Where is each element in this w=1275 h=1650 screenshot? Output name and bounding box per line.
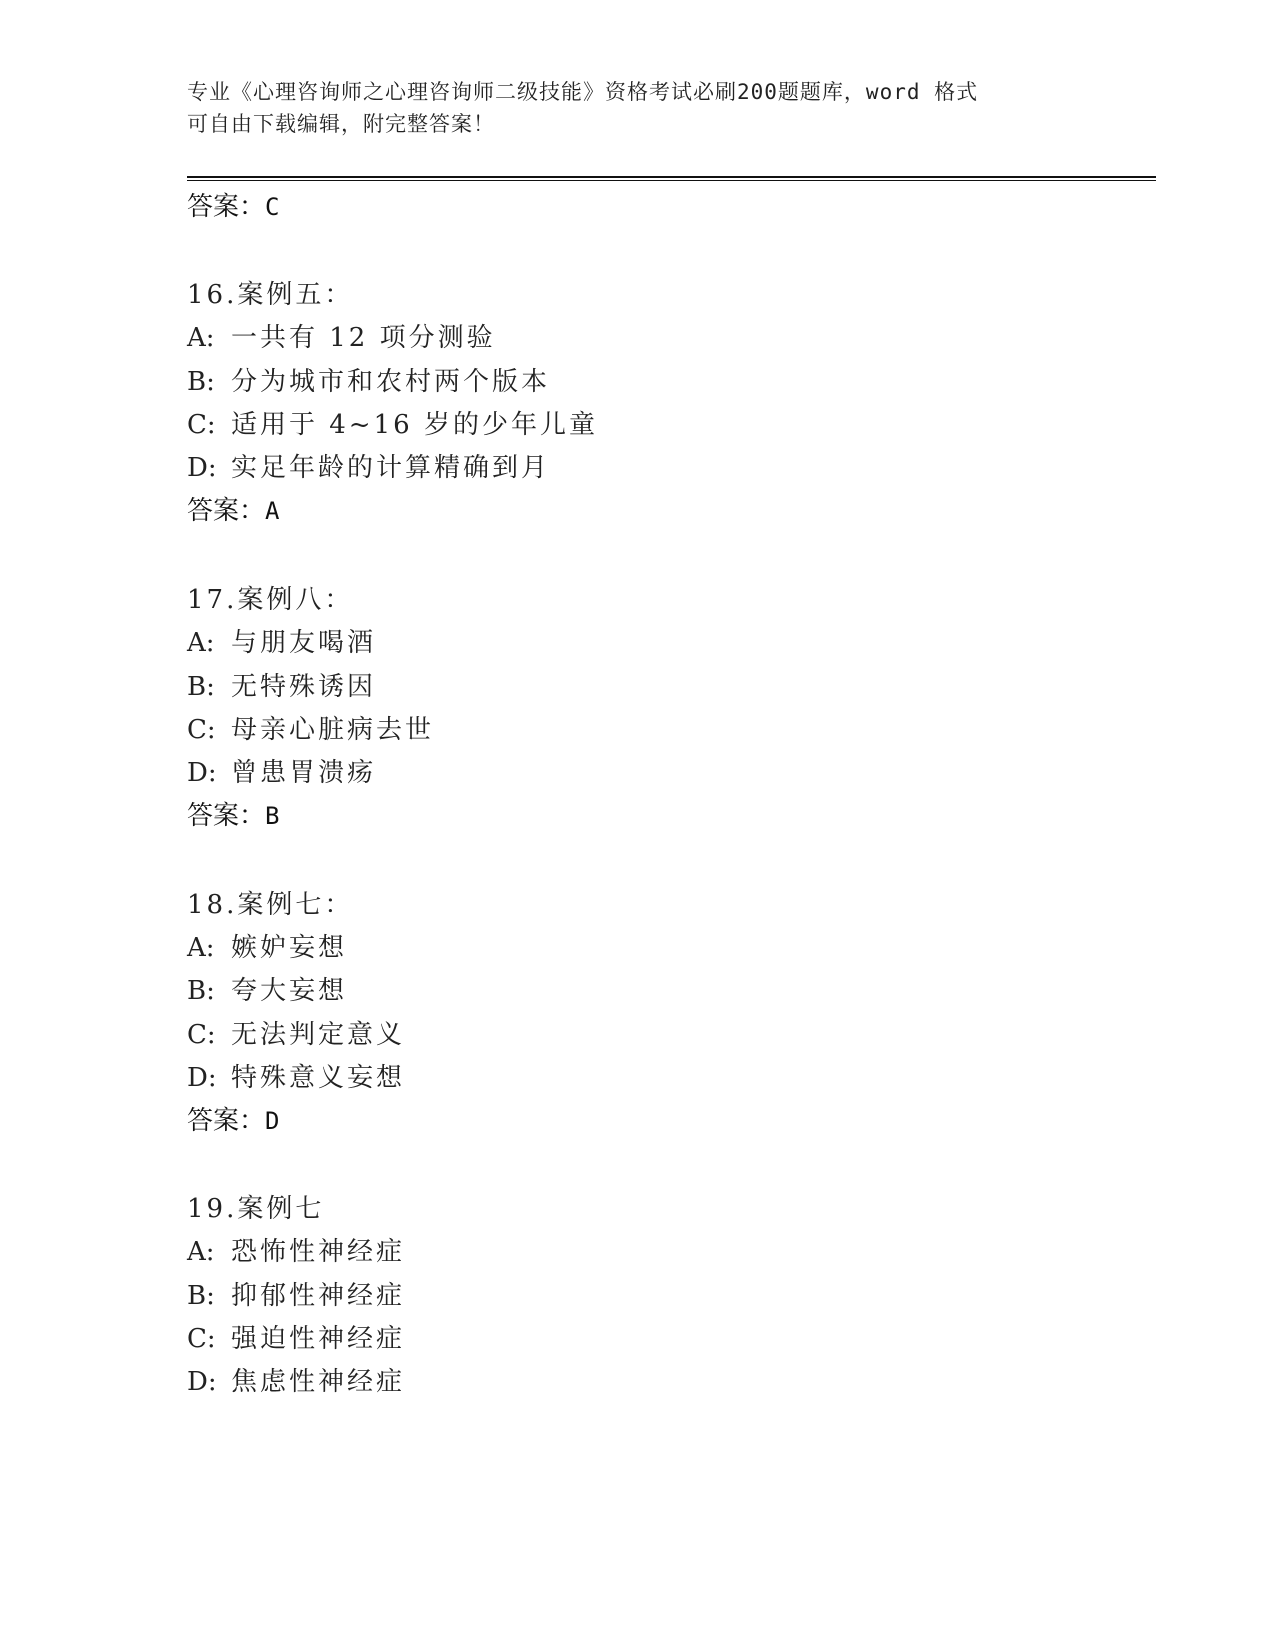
option-a (187, 622, 376, 659)
answer-line (187, 490, 279, 527)
option-a (187, 927, 347, 964)
option-text: 适用于 4~16 岁的少年儿童 (231, 410, 598, 440)
option-key: C: (187, 1324, 216, 1354)
option-key: B: (187, 367, 215, 397)
option-b (187, 1275, 405, 1312)
option-text: 抑郁性神经症 (231, 1281, 406, 1311)
option-b (187, 970, 347, 1007)
option-key: B: (187, 1281, 215, 1311)
question-title: 18.案例七： (187, 890, 354, 920)
option-key: A: (187, 933, 215, 963)
option-key: C: (187, 715, 216, 745)
answer-line (187, 1100, 279, 1137)
option-text: 焦虑性神经症 (231, 1367, 406, 1397)
option-text: 恐怖性神经症 (231, 1237, 406, 1267)
option-text: 分为城市和农村两个版本 (231, 367, 551, 397)
answer-line (187, 186, 279, 223)
option-c (187, 709, 434, 746)
option-d (187, 752, 376, 789)
answer-label: 答案： (187, 192, 266, 222)
answer-value: C (265, 193, 280, 221)
option-text: 强迫性神经症 (231, 1324, 406, 1354)
header-line-1: 专业《心理咨询师之心理咨询师二级技能》资格考试必刷200题题库，word 格式 (187, 80, 979, 104)
header-divider (187, 176, 1156, 181)
option-text: 特殊意义妄想 (231, 1063, 406, 1093)
option-c (187, 1318, 405, 1355)
option-b (187, 666, 376, 703)
option-text: 无特殊诱因 (231, 672, 377, 702)
option-key: D: (187, 758, 217, 788)
option-key: D: (187, 1063, 217, 1093)
option-text: 一共有 12 项分测验 (231, 323, 496, 353)
answer-label: 答案： (187, 801, 266, 831)
option-b (187, 361, 550, 398)
option-key: C: (187, 410, 216, 440)
option-key: C: (187, 1020, 216, 1050)
answer-line (187, 795, 279, 832)
question-title: 19.案例七 (187, 1194, 325, 1224)
option-text: 母亲心脏病去世 (231, 715, 435, 745)
option-key: D: (187, 1367, 217, 1397)
option-c (187, 1014, 405, 1051)
answer-value: B (265, 802, 280, 830)
option-text: 夸大妄想 (231, 976, 348, 1006)
option-text: 嫉妒妄想 (231, 933, 348, 963)
option-key: A: (187, 628, 215, 658)
option-key: B: (187, 672, 215, 702)
option-text: 实足年龄的计算精确到月 (231, 453, 551, 483)
option-key: B: (187, 976, 215, 1006)
option-d (187, 1057, 405, 1094)
option-d (187, 1361, 405, 1398)
answer-label: 答案： (187, 1106, 266, 1136)
header-line-2: 可自由下载编辑，附完整答案！ (187, 112, 495, 136)
option-key: A: (187, 323, 215, 353)
option-a (187, 317, 496, 354)
option-key: D: (187, 453, 217, 483)
option-text: 与朋友喝酒 (231, 628, 377, 658)
option-key: A: (187, 1237, 215, 1267)
option-text: 曾患胃溃疡 (231, 758, 377, 788)
document-header (187, 76, 1087, 140)
question-title: 16.案例五： (187, 280, 354, 310)
answer-value: A (265, 497, 280, 525)
answer-label: 答案： (187, 496, 266, 526)
option-a (187, 1231, 405, 1268)
question-title: 17.案例八： (187, 585, 354, 615)
option-c (187, 404, 598, 441)
option-text: 无法判定意义 (231, 1020, 406, 1050)
option-d (187, 447, 550, 484)
answer-value: D (265, 1107, 280, 1135)
